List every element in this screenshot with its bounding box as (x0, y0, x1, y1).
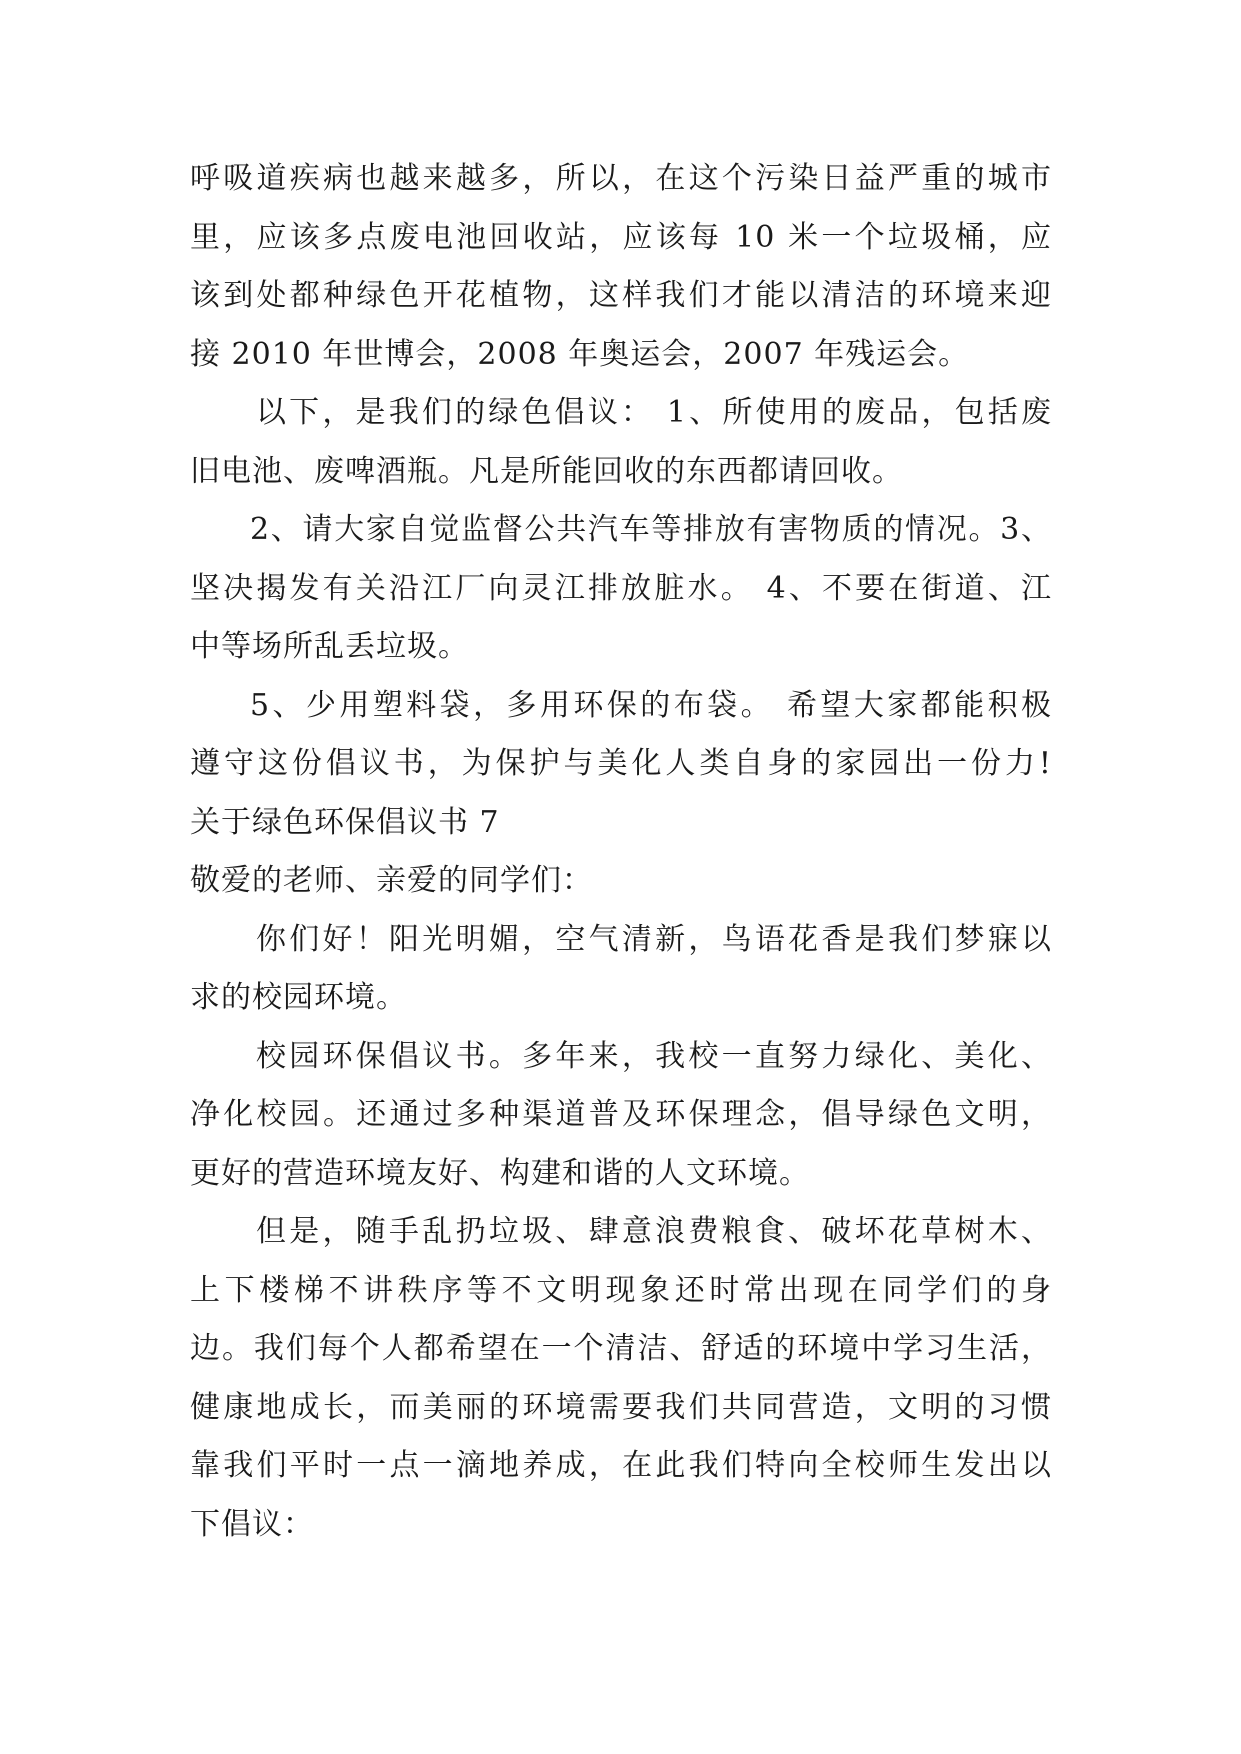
text-line: 以下，是我们的绿色倡议： 1、所使用的废品，包括废 (256, 395, 1052, 430)
text-line: 但是，随手乱扔垃圾、肆意浪费粮食、破坏花草树木、 (256, 1214, 1052, 1249)
text-line: 接 2010 年世博会，2008 年奥运会，2007 年残运会。 (190, 336, 970, 372)
text-line: 下倡议： (190, 1506, 314, 1542)
heading-line: 关于绿色环保倡议书 7 (190, 804, 500, 840)
paragraph (190, 150, 1052, 384)
text-line: 求的校园环境。 (190, 980, 407, 1015)
text-line: 2、请大家自觉监督公共汽车等排放有害物质的情况。3、 (250, 512, 1052, 547)
paragraph (190, 501, 1052, 677)
text-line: 边。我们每个人都希望在一个清洁、舒适的环境中学习生活， (190, 1331, 1052, 1366)
paragraph (190, 911, 1052, 1028)
text-line: 校园环保倡议书。多年来，我校一直努力绿化、美化、 (256, 1038, 1052, 1074)
text-line: 该到处都种绿色开花植物，这样我们才能以清洁的环境来迎 (190, 278, 1052, 313)
document-page (190, 150, 1052, 1554)
paragraph (190, 384, 1052, 501)
text-line: 净化校园。还通过多种渠道普及环保理念，倡导绿色文明， (190, 1097, 1052, 1132)
text-line: 上下楼梯不讲秩序等不文明现象还时常出现在同学们的身 (190, 1272, 1052, 1308)
text-line: 更好的营造环境友好、构建和谐的人文环境。 (190, 1155, 810, 1191)
text-line: 遵守这份倡议书，为保护与美化人类自身的家园出一份力! (190, 746, 1052, 781)
text-line: 你们好！阳光明媚，空气清新，鸟语花香是我们梦寐以 (256, 921, 1052, 957)
text-line: 中等场所乱丢垃圾。 (190, 629, 469, 664)
paragraph (190, 677, 1052, 794)
text-line: 5、少用塑料袋，多用环保的布袋。 希望大家都能积极 (250, 687, 1052, 723)
text-line: 呼吸道疾病也越来越多，所以，在这个污染日益严重的城市 (190, 161, 1052, 196)
text-line: 敬爱的老师、亲爱的同学们： (190, 863, 593, 898)
text-line: 健康地成长，而美丽的环境需要我们共同营造，文明的习惯 (190, 1389, 1052, 1425)
paragraph (190, 1028, 1052, 1204)
section-heading (190, 794, 1052, 853)
text-line: 旧电池、废啤酒瓶。凡是所能回收的东西都请回收。 (190, 453, 903, 489)
salutation (190, 852, 1052, 911)
text-line: 里，应该多点废电池回收站，应该每 10 米一个垃圾桶，应 (190, 219, 1052, 255)
text-line: 坚决揭发有关沿江厂向灵江排放脏水。 4、不要在街道、江 (190, 570, 1052, 606)
paragraph (190, 1203, 1052, 1554)
text-line: 靠我们平时一点一滴地养成，在此我们特向全校师生发出以 (190, 1448, 1052, 1483)
